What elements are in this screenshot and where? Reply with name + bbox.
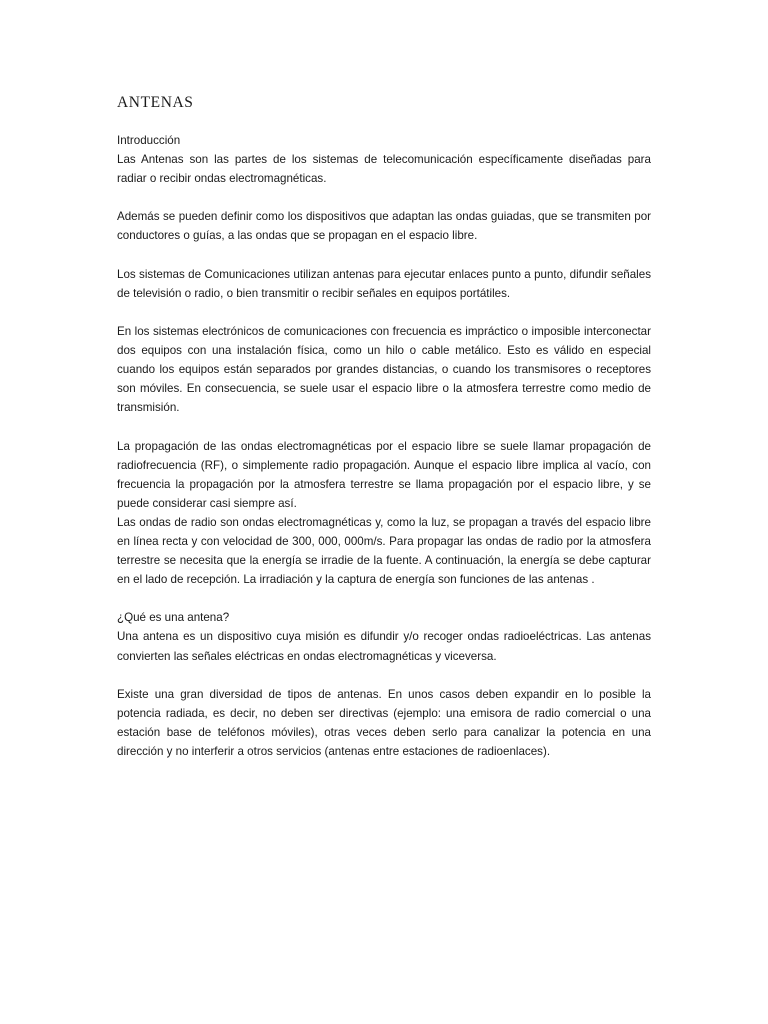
paragraph-propagation: La propagación de las ondas electromagnéticas por el espacio libre se suele llamar propagación de radiofrecuencia (RF), o simplemente radio propagación. Aunque el espacio libre implica al vacío, con frecuencia la propagación por la atmosfera terrestre se llama propagación por el espacio libre, y se puede considerar casi siempre así.	[117, 439, 651, 510]
paragraph-definition: Las Antenas son las partes de los sistemas de telecomunicación específicamente diseñadas para radiar o recibir ondas electromagnéticas.	[117, 153, 651, 186]
paragraph-electronic-systems: En los sistemas electrónicos de comunicaciones con frecuencia es impráctico o imposible interconectar dos equipos con una instalación física, como un hilo o cable metálico. Esto es válido en especial cuando los equipos están separados por grandes distancias, o cuando los transmisores o receptores son móviles. En consecuencia, se suele usar el espacio libre o la atmosfera terrestre como medio de transmisión.	[117, 324, 651, 415]
paragraph-communication-systems: Los sistemas de Comunicaciones utilizan antenas para ejecutar enlaces punto a punto, difundir señales de televisión o radio, o bien transmitir o recibir señales en equipos portátiles.	[117, 267, 651, 300]
section-heading-introduction: Introducción	[117, 134, 181, 147]
paragraph-guided-waves: Además se pueden definir como los dispositivos que adaptan las ondas guiadas, que se transmiten por conductores o guías, a las ondas que se propagan en el espacio libre.	[117, 210, 651, 243]
document-body	[117, 131, 651, 780]
document-title: ANTENAS	[117, 94, 194, 111]
paragraph-antenna-types: Existe una gran diversidad de tipos de antenas. En unos casos deben expandir en lo posible la potencia radiada, es decir, no deben ser directivas (ejemplo: una emisora de radio comercial o una estación base de teléfonos móviles), otras veces deben serlo para canalizar la potencia en una dirección y no interferir a otros servicios (antenas entre estaciones de radioenlaces).	[117, 687, 651, 758]
paragraph-antenna-mission: Una antena es un dispositivo cuya misión es difundir y/o recoger ondas radioeléctricas. Las antenas convierten las señales eléctricas en ondas electromagnéticas y viceversa.	[117, 630, 651, 663]
section-heading-what-is-antenna: ¿Qué es una antena?	[117, 611, 230, 625]
paragraph-radio-waves: Las ondas de radio son ondas electromagnéticas y, como la luz, se propagan a través del espacio libre en línea recta y con velocidad de 300, 000, 000m/s. Para propagar las ondas de radio por la atmosfera terrestre se necesita que la energía se irradie de la fuente. A continuación, la energía se debe capturar en el lado de recepción. La irradiación y la captura de energía son funciones de las antenas .	[117, 515, 651, 587]
